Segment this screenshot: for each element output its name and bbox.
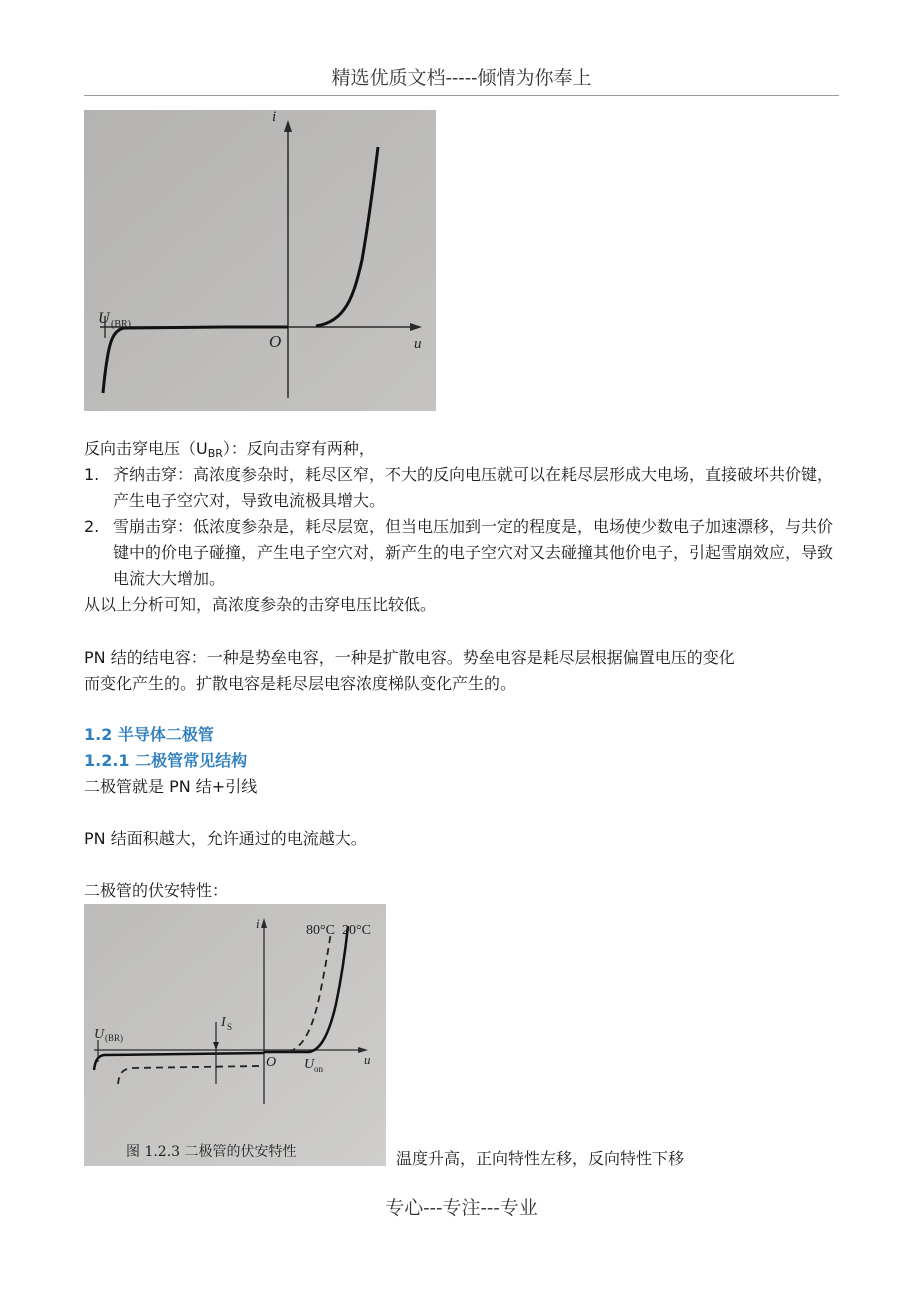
pn-capacitance-line-2: 而变化产生的。扩散电容是耗尽层电容浓度梯队变化产生的。: [84, 674, 517, 693]
x-axis-label: u: [414, 336, 422, 352]
list-text: 齐纳击穿：高浓度参杂时，耗尽区窄，不大的反向电压就可以在耗尽层形成大电场，直接破坏共价键，产生电子空穴对，导致电流极具增大。: [113, 465, 834, 510]
y-axis-label: i: [256, 916, 260, 931]
breakdown-intro: 反向击穿电压$(U_{BR})$：反向击穿有两种，: [84, 439, 375, 460]
temp-20c-label: 20°C: [342, 923, 371, 938]
ubr-subscript: (BR): [111, 319, 131, 330]
pn-capacitance-line-1: PN 结的结电容：一种是势垒电容，一种是扩散电容。势垒电容是耗尽层根据偏置电压的变化: [84, 648, 735, 667]
diode-iv-figure: [84, 904, 386, 1166]
x-axis-label: u: [364, 1052, 371, 1067]
diode-iv-chart: [84, 904, 386, 1166]
section-heading: 1.2 半导体二极管: [84, 725, 214, 744]
breakdown-conclusion: 从以上分析可知，高浓度参杂的击穿电压比较低。: [84, 595, 437, 614]
breakdown-iv-chart: [84, 110, 436, 411]
is-label: I: [221, 1015, 226, 1030]
origin-label: O: [269, 332, 282, 351]
list-number: 1.: [84, 465, 100, 484]
uon-label: U: [304, 1057, 315, 1072]
pn-area-text: PN 结面积越大，允许通过的电流越大。: [84, 829, 367, 848]
list-number: 2.: [84, 517, 100, 536]
temperature-note: 温度升高，正向特性左移，反向特性下移: [396, 1149, 685, 1168]
page-header: 精选优质文档-----倾情为你奉上: [84, 62, 839, 96]
ubr-subscript: (BR): [105, 1033, 123, 1043]
temp-80c-label: 80°C: [306, 923, 335, 938]
photo-background: [84, 904, 386, 1166]
figure-caption: 图 1.2.3 二极管的伏安特性: [126, 1144, 297, 1160]
breakdown-list-item-1: [84, 462, 840, 514]
is-subscript: S: [227, 1022, 233, 1032]
list-text: 雪崩击穿：低浓度参杂是，耗尽层宽，但当电压加到一定的程度是，电场使少数电子加速漂移，与共价键中的价电子碰撞，产生电子空穴对，新产生的电子空穴对又去碰撞其他价电子，引起雪崩效应，导致电流大大增加。: [113, 517, 834, 588]
uon-subscript: on: [314, 1064, 323, 1074]
origin-label: O: [266, 1055, 277, 1070]
breakdown-list-item-2: [84, 514, 840, 592]
y-axis-label: i: [272, 110, 277, 125]
diode-structure-text: 二极管就是 PN 结+引线: [84, 777, 258, 796]
page-footer: 专心---专注---专业: [385, 1197, 538, 1219]
iv-characteristic-label: 二极管的伏安特性：: [84, 881, 229, 900]
ubr-label: U: [94, 1027, 105, 1042]
breakdown-iv-figure: [84, 110, 436, 411]
subsection-heading: 1.2.1 二极管常见结构: [84, 751, 248, 770]
ubr-label: U: [98, 310, 110, 327]
photo-background: [84, 110, 436, 411]
